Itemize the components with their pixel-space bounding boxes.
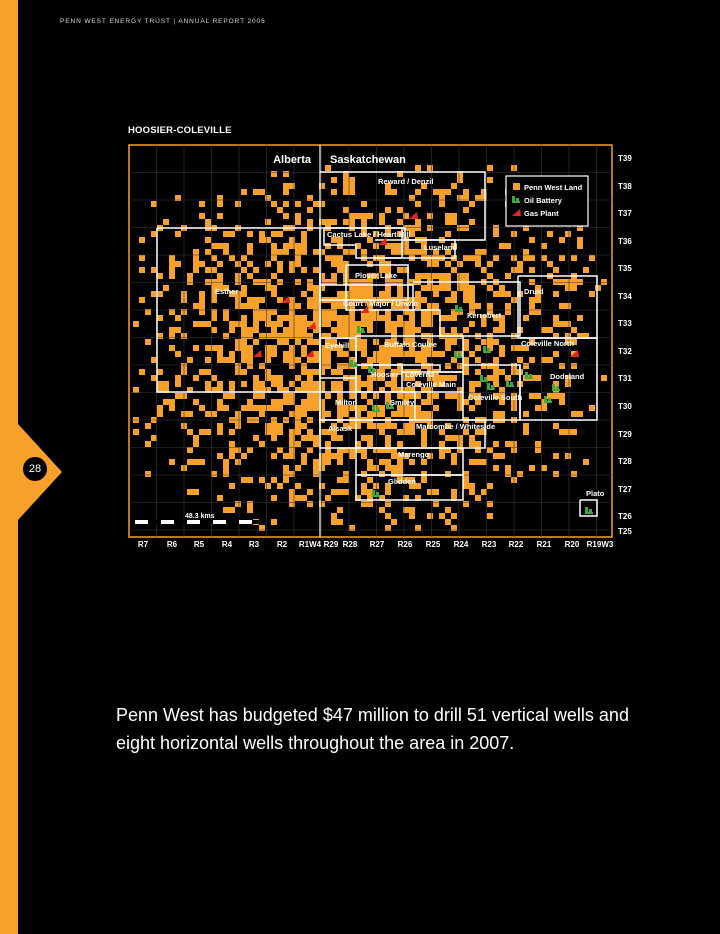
range-label: R19W3 bbox=[586, 540, 614, 549]
area-label: Court / Major / Unwin bbox=[343, 299, 418, 308]
range-label: R29 bbox=[323, 540, 339, 549]
area-label: Glidden bbox=[388, 477, 416, 486]
range-label: R26 bbox=[397, 540, 413, 549]
range-label: R20 bbox=[564, 540, 580, 549]
range-label: R23 bbox=[481, 540, 497, 549]
area-label: Reward / Denzil bbox=[378, 177, 434, 186]
area-label: Marcombe / Whiteside bbox=[416, 422, 496, 431]
area-label: Luseland bbox=[424, 243, 457, 252]
township-label: T26 bbox=[618, 512, 632, 521]
range-label: R25 bbox=[425, 540, 441, 549]
area-label: Cactus Lake / Heart Hill bbox=[327, 230, 411, 239]
area-label: Marengo bbox=[398, 450, 430, 459]
legend-label: Penn West Land bbox=[524, 183, 583, 192]
area-label: Coleville Main bbox=[406, 380, 457, 389]
area-label: Smiley bbox=[390, 398, 415, 407]
area-label: Milton bbox=[335, 398, 358, 407]
range-label: R6 bbox=[166, 540, 178, 549]
area-label: Druid bbox=[524, 287, 544, 296]
township-label: T29 bbox=[618, 430, 632, 439]
land-square-icon bbox=[513, 183, 520, 190]
township-label: T31 bbox=[618, 374, 632, 383]
township-label: T34 bbox=[618, 292, 632, 301]
township-label: T37 bbox=[618, 209, 632, 218]
area-label: Hoosier / Loverna bbox=[371, 370, 435, 379]
area-label: Coleville North bbox=[521, 339, 574, 348]
map-legend bbox=[506, 176, 588, 226]
legend-label: Oil Battery bbox=[524, 196, 562, 205]
province-alberta: Alberta bbox=[273, 154, 311, 166]
township-label: T30 bbox=[618, 402, 632, 411]
report-header: PENN WEST ENERGY TRUST | ANNUAL REPORT 2006 bbox=[60, 18, 266, 25]
range-label: R28 bbox=[342, 540, 358, 549]
range-label: R1W4 bbox=[298, 540, 322, 549]
area-label: Eyehill bbox=[325, 341, 350, 350]
scale-label: 48.3 kms bbox=[185, 513, 215, 520]
area-label: Kerrobert bbox=[467, 311, 502, 320]
area-label: Esther bbox=[215, 287, 239, 296]
legend-label: Gas Plant bbox=[524, 209, 559, 218]
range-label: R5 bbox=[193, 540, 205, 549]
range-label: R7 bbox=[137, 540, 149, 549]
area-label: Plato bbox=[586, 489, 605, 498]
range-label: R2 bbox=[276, 540, 288, 549]
township-label: T39 bbox=[618, 154, 632, 163]
province-saskatchewan: Saskatchewan bbox=[330, 154, 406, 166]
township-label: T27 bbox=[618, 485, 632, 494]
area-label: Dodsland bbox=[550, 372, 585, 381]
range-label: R4 bbox=[221, 540, 233, 549]
range-label: R24 bbox=[453, 540, 469, 549]
township-label: T36 bbox=[618, 237, 632, 246]
map-title: HOOSIER-COLEVILLE bbox=[128, 125, 232, 136]
area-label: Alsask bbox=[328, 424, 353, 433]
township-label: T32 bbox=[618, 347, 632, 356]
township-label: T38 bbox=[618, 182, 632, 191]
range-label: R27 bbox=[369, 540, 385, 549]
township-label: T28 bbox=[618, 457, 632, 466]
township-label: T25 bbox=[618, 527, 632, 536]
area-label: Plover Lake bbox=[355, 271, 398, 280]
township-label: T35 bbox=[618, 264, 632, 273]
caption: Penn West has budgeted $47 million to drill 51 vertical wells and eight horizontal wells throughout the area in 2007. bbox=[116, 705, 629, 753]
range-label: R21 bbox=[536, 540, 552, 549]
township-label: T33 bbox=[618, 319, 632, 328]
area-label: Coleville South bbox=[468, 393, 523, 402]
range-label: R22 bbox=[508, 540, 524, 549]
area-label: Buffalo Coulee bbox=[384, 340, 437, 349]
range-label: R3 bbox=[248, 540, 260, 549]
page-number: 28 bbox=[23, 457, 47, 481]
